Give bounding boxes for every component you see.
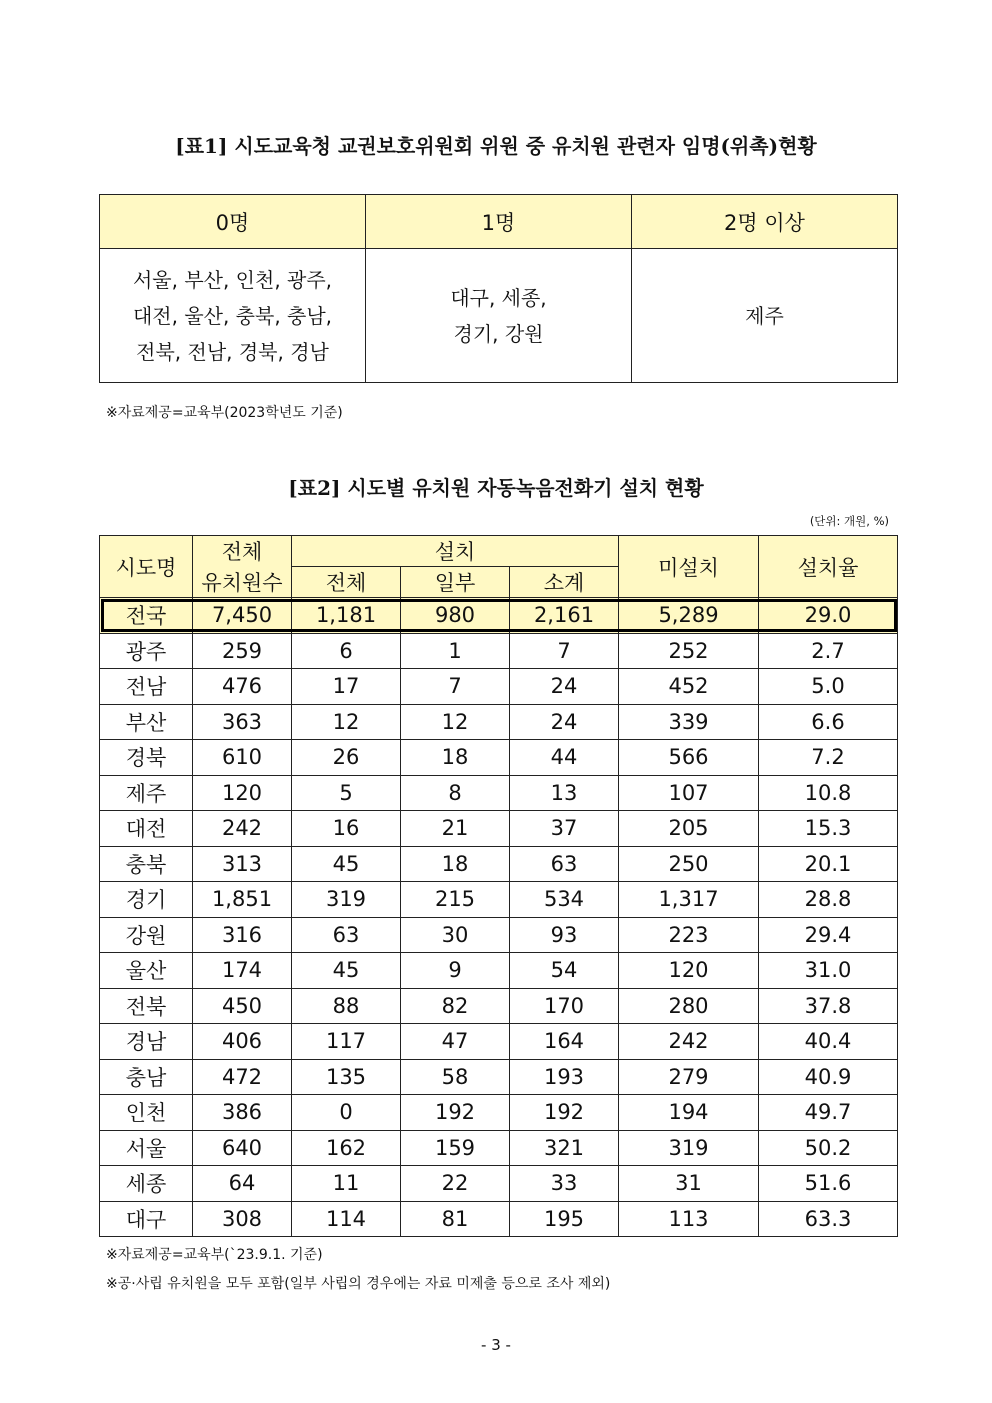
value-cell: 16 [292, 811, 401, 847]
value-cell: 7,450 [193, 598, 292, 634]
value-cell: 40.9 [759, 1059, 898, 1095]
value-cell: 280 [619, 988, 759, 1024]
table1 [99, 194, 898, 383]
page-number: - 3 - [481, 1336, 511, 1354]
value-cell: 63 [292, 917, 401, 953]
region-cell: 전남 [100, 669, 193, 705]
table-row [100, 1201, 898, 1237]
table-row [100, 740, 898, 776]
table1-cell-line: 전북, 전남, 경북, 경남 [136, 339, 329, 364]
value-cell: 476 [193, 669, 292, 705]
value-cell: 24 [510, 704, 619, 740]
value-cell: 2,161 [510, 598, 619, 634]
value-cell: 40.4 [759, 1024, 898, 1060]
value-cell: 64 [193, 1166, 292, 1202]
value-cell: 472 [193, 1059, 292, 1095]
table1-cell-line: 대구, 세종, [450, 285, 547, 310]
value-cell: 50.2 [759, 1130, 898, 1166]
region-cell: 충북 [100, 846, 193, 882]
value-cell: 1,181 [292, 598, 401, 634]
value-cell: 18 [401, 740, 510, 776]
region-cell: 인천 [100, 1095, 193, 1131]
region-cell: 세종 [100, 1166, 193, 1202]
table1-header-cell: 0명 [100, 195, 366, 249]
value-cell: 980 [401, 598, 510, 634]
value-cell: 24 [510, 669, 619, 705]
table-row [100, 633, 898, 669]
table2-unit-note: (단위: 개원, %) [809, 514, 889, 528]
region-cell: 울산 [100, 953, 193, 989]
value-cell: 5.0 [759, 669, 898, 705]
value-cell: 386 [193, 1095, 292, 1131]
table-row [100, 811, 898, 847]
value-cell: 93 [510, 917, 619, 953]
value-cell: 406 [193, 1024, 292, 1060]
region-cell: 제주 [100, 775, 193, 811]
header-install-partial: 일부 [401, 567, 510, 598]
table1-cell [366, 249, 632, 383]
value-cell: 45 [292, 846, 401, 882]
value-cell: 7.2 [759, 740, 898, 776]
value-cell: 313 [193, 846, 292, 882]
region-cell: 경남 [100, 1024, 193, 1060]
table1-cell [632, 249, 898, 383]
header-rate: 설치율 [759, 536, 898, 598]
region-cell: 대전 [100, 811, 193, 847]
value-cell: 11 [292, 1166, 401, 1202]
table1-cell-line: 서울, 부산, 인천, 광주, [132, 267, 333, 292]
value-cell: 1,317 [619, 882, 759, 918]
value-cell: 566 [619, 740, 759, 776]
value-cell: 339 [619, 704, 759, 740]
table1-cell-line: 경기, 강원 [453, 321, 544, 346]
value-cell: 252 [619, 633, 759, 669]
value-cell: 12 [401, 704, 510, 740]
value-cell: 319 [619, 1130, 759, 1166]
value-cell: 192 [510, 1095, 619, 1131]
value-cell: 20.1 [759, 846, 898, 882]
value-cell: 316 [193, 917, 292, 953]
region-cell: 서울 [100, 1130, 193, 1166]
value-cell: 223 [619, 917, 759, 953]
value-cell: 33 [510, 1166, 619, 1202]
table-row-total [100, 598, 898, 634]
value-cell: 1 [401, 633, 510, 669]
value-cell: 54 [510, 953, 619, 989]
value-cell: 81 [401, 1201, 510, 1237]
table2-scope-note: ※공·사립 유치원을 모두 포함(일부 사립의 경우에는 자료 미제출 등으로 조사 제외) [106, 1276, 611, 1292]
value-cell: 120 [619, 953, 759, 989]
value-cell: 174 [193, 953, 292, 989]
value-cell: 5,289 [619, 598, 759, 634]
value-cell: 8 [401, 775, 510, 811]
region-cell: 대구 [100, 1201, 193, 1237]
table-row [100, 1166, 898, 1202]
region-cell: 경기 [100, 882, 193, 918]
header-region: 시도명 [100, 536, 193, 598]
value-cell: 37.8 [759, 988, 898, 1024]
value-cell: 63 [510, 846, 619, 882]
region-cell: 부산 [100, 704, 193, 740]
value-cell: 170 [510, 988, 619, 1024]
table-row [100, 988, 898, 1024]
value-cell: 107 [619, 775, 759, 811]
table-row [100, 1059, 898, 1095]
table1-source-note: ※자료제공=교육부(2023학년도 기준) [106, 405, 343, 421]
region-cell: 경북 [100, 740, 193, 776]
value-cell: 159 [401, 1130, 510, 1166]
value-cell: 279 [619, 1059, 759, 1095]
value-cell: 164 [510, 1024, 619, 1060]
value-cell: 13 [510, 775, 619, 811]
value-cell: 51.6 [759, 1166, 898, 1202]
value-cell: 452 [619, 669, 759, 705]
value-cell: 30 [401, 917, 510, 953]
value-cell: 117 [292, 1024, 401, 1060]
value-cell: 12 [292, 704, 401, 740]
table1-header-cell: 1명 [366, 195, 632, 249]
value-cell: 45 [292, 953, 401, 989]
value-cell: 0 [292, 1095, 401, 1131]
table2-body [100, 598, 898, 1237]
value-cell: 135 [292, 1059, 401, 1095]
value-cell: 88 [292, 988, 401, 1024]
table1-cell-line: 대전, 울산, 충북, 충남, [132, 303, 333, 328]
value-cell: 363 [193, 704, 292, 740]
value-cell: 215 [401, 882, 510, 918]
value-cell: 6.6 [759, 704, 898, 740]
table2-title: [표2] 시도별 유치원 자동녹음전화기 설치 현황 [288, 476, 704, 500]
value-cell: 17 [292, 669, 401, 705]
table1-header-cell: 2명 이상 [632, 195, 898, 249]
header-install-subtotal: 소계 [510, 567, 619, 598]
value-cell: 22 [401, 1166, 510, 1202]
table1-cell [100, 249, 366, 383]
value-cell: 242 [619, 1024, 759, 1060]
value-cell: 29.0 [759, 598, 898, 634]
table-row [100, 1130, 898, 1166]
value-cell: 28.8 [759, 882, 898, 918]
value-cell: 195 [510, 1201, 619, 1237]
value-cell: 450 [193, 988, 292, 1024]
value-cell: 31 [619, 1166, 759, 1202]
value-cell: 82 [401, 988, 510, 1024]
value-cell: 640 [193, 1130, 292, 1166]
table-row [100, 882, 898, 918]
value-cell: 321 [510, 1130, 619, 1166]
table-row [100, 669, 898, 705]
value-cell: 319 [292, 882, 401, 918]
value-cell: 26 [292, 740, 401, 776]
value-cell: 18 [401, 846, 510, 882]
header-total-line1: 전체 [193, 536, 292, 567]
value-cell: 308 [193, 1201, 292, 1237]
table1-cell-line: 제주 [745, 303, 784, 328]
value-cell: 47 [401, 1024, 510, 1060]
region-cell: 강원 [100, 917, 193, 953]
table-row [100, 1095, 898, 1131]
value-cell: 120 [193, 775, 292, 811]
value-cell: 250 [619, 846, 759, 882]
table2-source-note: ※자료제공=교육부(`23.9.1. 기준) [106, 1247, 323, 1263]
value-cell: 10.8 [759, 775, 898, 811]
value-cell: 15.3 [759, 811, 898, 847]
value-cell: 534 [510, 882, 619, 918]
table-row [100, 846, 898, 882]
table-row [100, 953, 898, 989]
value-cell: 49.7 [759, 1095, 898, 1131]
value-cell: 31.0 [759, 953, 898, 989]
value-cell: 259 [193, 633, 292, 669]
value-cell: 9 [401, 953, 510, 989]
value-cell: 6 [292, 633, 401, 669]
value-cell: 193 [510, 1059, 619, 1095]
value-cell: 21 [401, 811, 510, 847]
table1-title: [표1] 시도교육청 교권보호위원회 위원 중 유치원 관련자 임명(위촉)현황 [175, 134, 817, 158]
value-cell: 44 [510, 740, 619, 776]
value-cell: 113 [619, 1201, 759, 1237]
region-cell: 전국 [100, 598, 193, 634]
value-cell: 610 [193, 740, 292, 776]
header-install-full: 전체 [292, 567, 401, 598]
value-cell: 1,851 [193, 882, 292, 918]
region-cell: 전북 [100, 988, 193, 1024]
value-cell: 194 [619, 1095, 759, 1131]
value-cell: 205 [619, 811, 759, 847]
table-row [100, 1024, 898, 1060]
value-cell: 58 [401, 1059, 510, 1095]
value-cell: 7 [510, 633, 619, 669]
table-row [100, 704, 898, 740]
value-cell: 242 [193, 811, 292, 847]
header-not-installed: 미설치 [619, 536, 759, 598]
value-cell: 7 [401, 669, 510, 705]
value-cell: 162 [292, 1130, 401, 1166]
value-cell: 114 [292, 1201, 401, 1237]
value-cell: 29.4 [759, 917, 898, 953]
header-install: 설치 [292, 536, 619, 567]
header-total-line2: 유치원수 [193, 567, 292, 598]
table-row [100, 917, 898, 953]
table-row [100, 775, 898, 811]
region-cell: 충남 [100, 1059, 193, 1095]
region-cell: 광주 [100, 633, 193, 669]
value-cell: 37 [510, 811, 619, 847]
value-cell: 5 [292, 775, 401, 811]
value-cell: 192 [401, 1095, 510, 1131]
value-cell: 63.3 [759, 1201, 898, 1237]
value-cell: 2.7 [759, 633, 898, 669]
table2 [99, 535, 898, 1237]
